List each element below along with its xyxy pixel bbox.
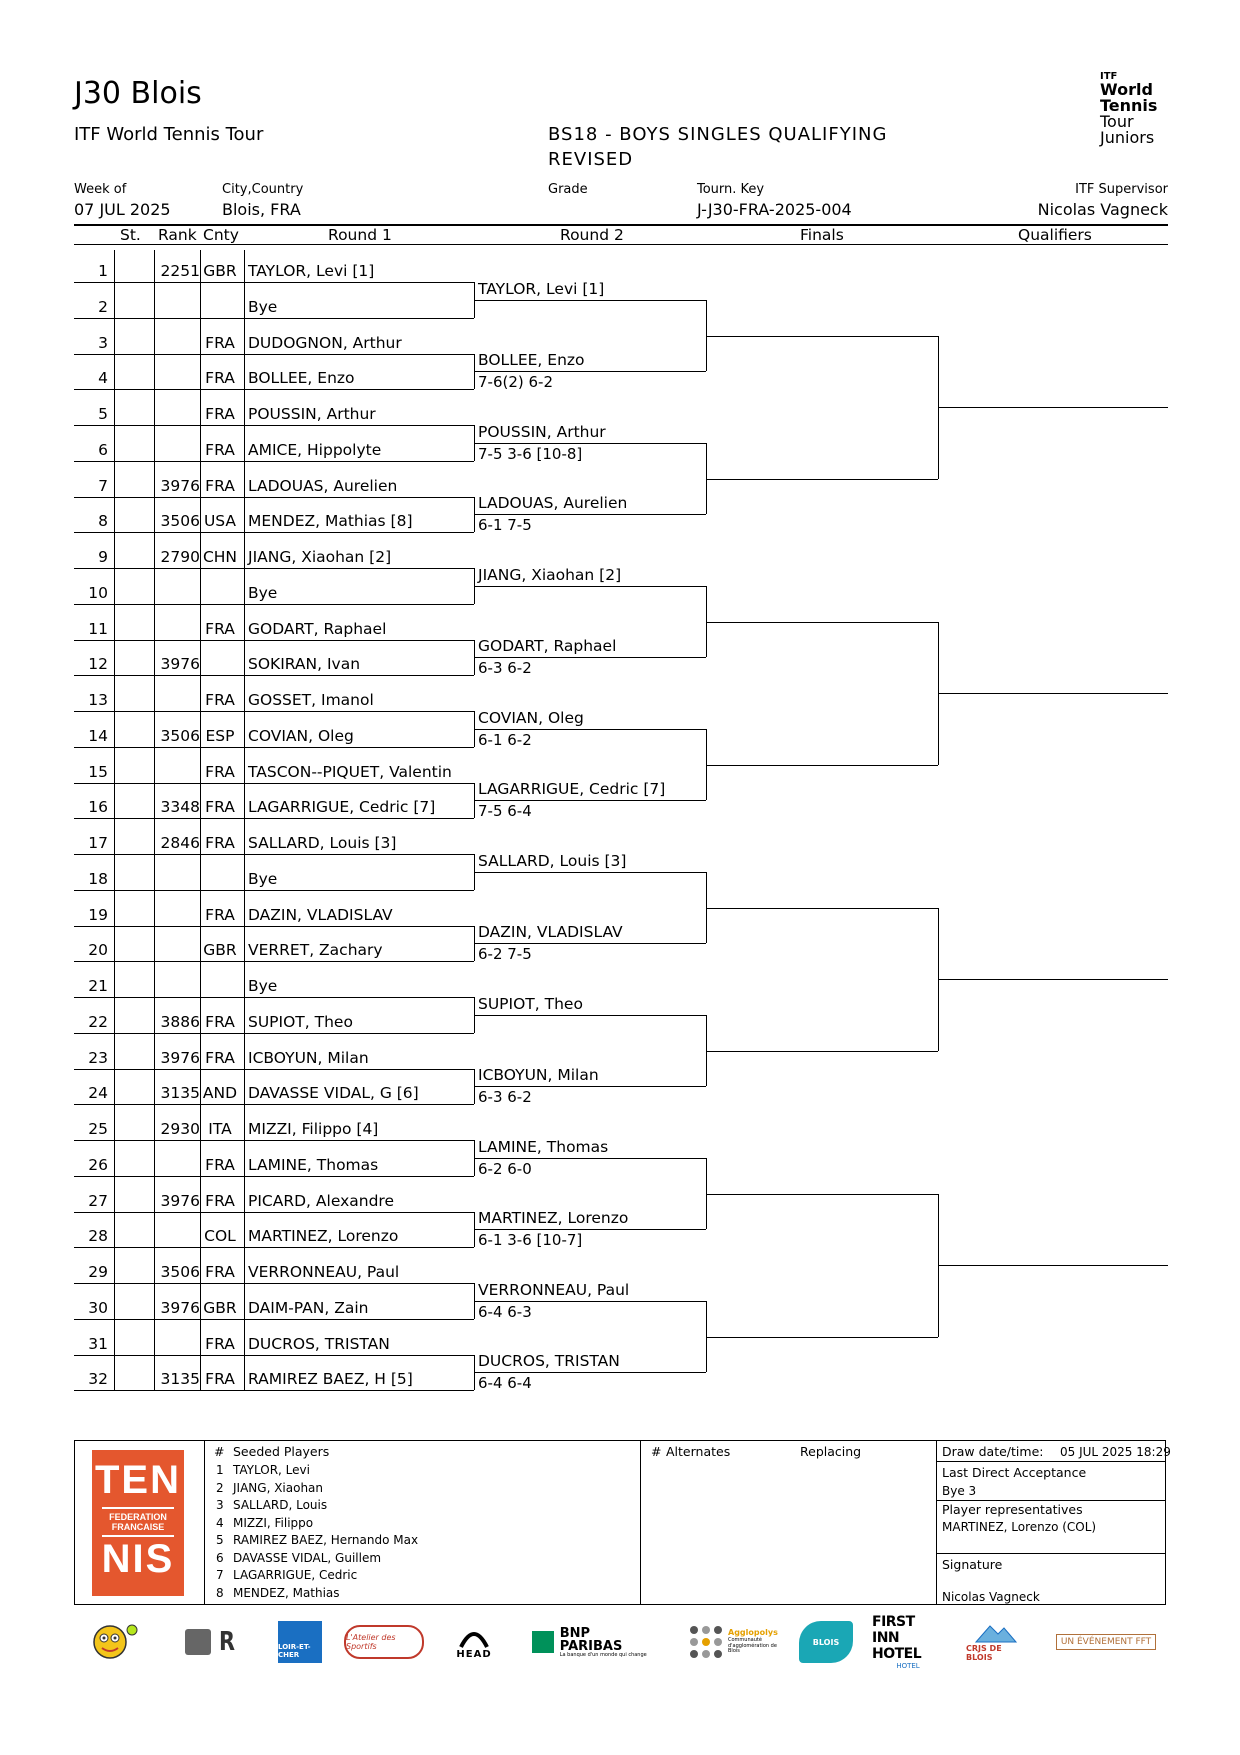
draw-row-line [74,747,474,748]
itf-logo-line: World [1100,80,1153,99]
final-line [706,336,938,337]
draw-row-line [74,282,474,283]
r2-line [474,872,706,873]
head-text: HEAD [456,1648,492,1660]
draw-country: FRA [205,1191,235,1210]
tourn-key-label: Tourn. Key [697,182,765,197]
info-rule [936,1461,1166,1462]
draw-rank: 3135 [160,1370,200,1389]
draw-number: 26 [88,1155,108,1174]
itf-logo-line: Tennis [1100,96,1158,115]
draw-row-line [74,1069,474,1070]
col-round2: Round 2 [560,226,624,244]
r2-winner: VERRONNEAU, Paul [478,1280,630,1299]
r2-score: 7-6(2) 6-2 [478,373,554,392]
qualifier-line [938,407,1168,408]
r2-line [474,1229,706,1230]
draw-number: 18 [88,869,108,888]
r2-score: 6-2 6-0 [478,1159,532,1178]
seed-player: LAGARRIGUE, Cedric [233,1568,358,1582]
loir-et-cher-logo [276,1620,324,1664]
seeded-hash: # [214,1444,225,1459]
draw-country: FRA [205,369,235,388]
col-finals: Finals [800,226,844,244]
r2-winner: COVIAN, Oleg [478,708,584,727]
draw-player: TASCON--PIQUET, Valentin [248,762,452,781]
r2-line [474,514,706,515]
seed-player: MIZZI, Filippo [233,1515,314,1530]
draw-country: FRA [205,691,235,709]
mascot-logo [80,1620,144,1664]
col-qualifiers: Qualifiers [1018,226,1092,244]
draw-row-line [74,1283,474,1284]
footer-divider [936,1440,937,1605]
draw-player: VERRONNEAU, Paul [248,1263,400,1281]
r2-winner: LAMINE, Thomas [478,1137,609,1156]
draw-column-divider [244,250,245,1390]
draw-row-line [74,1355,474,1356]
draw-player: MIZZI, Filippo [4] [248,1120,379,1138]
r2-line [474,1015,706,1016]
first-inn-text: FIRST INN HOTEL [872,1614,922,1662]
r2-score: 6-4 6-3 [478,1302,532,1321]
seed-player: TAYLOR, Levi [233,1463,310,1477]
r2-winner: DUCROS, TRISTAN [478,1352,620,1371]
draw-player: PICARD, Alexandre [248,1191,394,1210]
bnp-text: BNP PARIBAS [559,1625,623,1654]
draw-row-line [74,461,474,462]
draw-row-line [74,1176,474,1177]
supervisor-label: ITF Supervisor [1075,182,1168,197]
r2-winner: SUPIOT, Theo [478,994,583,1013]
draw-number: 27 [88,1191,108,1210]
draw-number: 21 [88,977,108,995]
draw-number: 12 [88,655,108,674]
draw-number: 4 [98,369,108,388]
draw-column-divider [114,250,115,1390]
draw-country: FRA [205,905,235,924]
draw-number: 25 [88,1120,108,1138]
fft-logo-rule [102,1507,174,1509]
atelier-logo [344,1620,424,1664]
alternates-hash: # [651,1444,662,1459]
draw-player: POUSSIN, Arthur [248,405,376,423]
draw-rank: 3976 [160,1298,200,1317]
draw-number: 32 [88,1370,108,1389]
supervisor-value: Nicolas Vagneck [1037,200,1168,219]
r2-score: 6-1 7-5 [478,516,532,535]
draw-row-line [74,783,474,784]
draw-number: 14 [88,726,108,745]
qualifier-line [938,693,1168,694]
draw-country: FRA [205,1334,235,1353]
draw-row-line [74,1140,474,1141]
draw-row-line [74,1319,474,1320]
draw-row-line [74,425,474,426]
r2-line [474,1086,706,1087]
city-label: City,Country [222,182,304,197]
col-rank: Rank [158,226,197,244]
r2-winner: MARTINEZ, Lorenzo [478,1209,629,1228]
draw-row-line [74,640,474,641]
draw-rank: 3135 [160,1084,200,1103]
r2-score: 6-3 6-2 [478,659,532,678]
col-round1: Round 1 [328,226,392,244]
fft-logo-text: FRANCAISE [111,1522,165,1532]
final-line [706,908,938,909]
r2-score: 7-5 6-4 [478,802,532,821]
draw-row-line [74,675,474,676]
head-logo [446,1620,502,1664]
r2-winner: LADOUAS, Aurelien [478,494,628,513]
draw-rank: 2790 [160,548,200,566]
draw-number: 10 [88,583,108,602]
blois-logo [796,1620,856,1664]
draw-number: 3 [98,333,108,352]
r2-line [474,443,706,444]
seed-player: RAMIREZ BAEZ, Hernando Max [233,1533,419,1547]
draw-number: 11 [88,619,108,638]
draw-country: USA [203,512,237,531]
tour-name: ITF World Tennis Tour [74,124,264,145]
bnp-star-icon [532,1631,554,1653]
r2-winner: SALLARD, Louis [3] [478,851,627,870]
crjs-text: CRJS DE BLOIS [966,1644,1002,1662]
final-line [706,622,938,623]
crjs-logo [966,1620,1026,1664]
draw-rank: 3886 [160,1012,200,1031]
draw-country: CHN [202,548,238,566]
r2-line [474,1372,706,1373]
itf-logo-line: ITF [1100,71,1118,82]
draw-row-line [74,354,474,355]
draw-number: 7 [98,476,108,495]
draw-country: FRA [205,1263,235,1281]
draw-number: 24 [88,1084,108,1103]
draw-country: FRA [205,333,235,352]
draw-number: 9 [98,548,108,566]
draw-row-line [74,1104,474,1105]
r2-winner: LAGARRIGUE, Cedric [7] [478,780,666,799]
blois-badge: BLOIS [799,1621,853,1663]
draw-country: FRA [205,405,235,423]
draw-country: FRA [205,762,235,781]
agglopolys-dots-icon [688,1624,724,1660]
seed-player: MENDEZ, Mathias [233,1585,340,1600]
draw-player: GOSSET, Imanol [248,691,374,709]
qualifier-line [938,979,1168,980]
draw-row-line [74,1247,474,1248]
bnp-tagline: La banque d'un monde qui change [559,1651,647,1658]
draw-number: 22 [88,1012,108,1031]
alternates-title: Alternates [666,1444,731,1459]
draw-row-line [74,318,474,319]
draw-country: FRA [205,1012,235,1031]
r2-score: 7-5 3-6 [10-8] [478,444,583,463]
draw-number: 2 [98,297,108,316]
week-of-value: 07 JUL 2025 [74,200,171,219]
r2-winner: ICBOYUN, Milan [478,1066,599,1085]
draw-country: GBR [203,941,237,960]
draw-number: 28 [88,1227,108,1246]
final-line [706,1194,938,1195]
r2-score: 6-4 6-4 [478,1374,532,1393]
rep-label: Player representatives [942,1502,1083,1517]
draw-player: DAZIN, VLADISLAV [248,905,393,924]
draw-country: FRA [205,440,235,459]
draw-row-line [74,854,474,855]
draw-number: 13 [88,691,108,709]
fft-logo [92,1450,184,1596]
draw-row-line [74,1033,474,1034]
col-st: St. [120,226,141,244]
draw-rank: 3506 [160,512,200,531]
draw-date-value: 05 JUL 2025 18:29 [1060,1445,1171,1459]
head-icon [457,1625,491,1649]
draw-rank: 3506 [160,726,200,745]
draw-row-line [74,997,474,998]
seed-number: 2 [216,1480,224,1495]
final-line [706,765,938,766]
draw-player: JIANG, Xiaohan [2] [248,548,392,566]
draw-number: 20 [88,941,108,960]
draw-country: GBR [203,1298,237,1317]
r2-line [474,1158,706,1159]
lda-label: Last Direct Acceptance [942,1465,1087,1480]
draw-player: SALLARD, Louis [3] [248,834,397,852]
draw-country: FRA [205,619,235,638]
draw-row-line [74,532,474,533]
draw-rank: 3976 [160,1191,200,1210]
renault-square-icon [185,1629,211,1655]
draw-rank: 3976 [160,655,200,674]
draw-number: 29 [88,1263,108,1281]
seed-player: JIANG, Xiaohan [233,1480,324,1495]
r2-winner: TAYLOR, Levi [1] [478,279,605,298]
event-subtitle: REVISED [548,149,634,170]
draw-player: Bye [248,869,278,888]
info-rule [936,1553,1166,1554]
r2-line [474,800,706,801]
final-line [706,479,938,480]
draw-player: TAYLOR, Levi [1] [248,262,375,280]
draw-player: LAMINE, Thomas [248,1155,379,1174]
draw-player: SUPIOT, Theo [248,1012,353,1031]
seed-number: 8 [216,1585,224,1600]
r2-score: 6-1 6-2 [478,730,532,749]
draw-country: COL [204,1227,236,1246]
draw-number: 23 [88,1048,108,1067]
r2-line [474,300,706,301]
draw-country: FRA [205,1048,235,1067]
draw-country: GBR [203,262,237,280]
draw-player: GODART, Raphael [248,619,387,638]
draw-player: AMICE, Hippolyte [248,440,382,459]
r2-winner: BOLLEE, Enzo [478,351,585,370]
fft-event-logo [1054,1620,1158,1664]
replacing-label: Replacing [800,1444,862,1459]
draw-date-label: Draw date/time: [942,1444,1044,1459]
draw-row-line [74,711,474,712]
crjs-mountain-icon [974,1622,1018,1644]
draw-player: DUCROS, TRISTAN [248,1334,390,1353]
fft-logo-text: FEDERATION [109,1512,167,1522]
seed-number: 5 [216,1533,224,1547]
r2-winner: POUSSIN, Arthur [478,422,606,441]
renault-logo [172,1620,250,1664]
draw-rank: 3976 [160,1048,200,1067]
seed-number: 4 [216,1515,224,1530]
qualifier-line [938,1265,1168,1266]
renault-diamond-icon: R [218,1627,236,1657]
r2-line [474,729,706,730]
draw-country: FRA [205,798,235,817]
seed-number: 6 [216,1550,224,1565]
agglopolys-sub: Communauté d'agglomération de Blois [728,1637,777,1655]
draw-rank: 2251 [160,262,200,280]
grade-label: Grade [548,182,588,197]
draw-row-line [74,389,474,390]
tourn-key-value: J-J30-FRA-2025-004 [697,200,852,219]
draw-country: ESP [205,726,235,745]
draw-number: 15 [88,762,108,781]
fft-logo-text: NIS [101,1537,175,1581]
rep-value: MARTINEZ, Lorenzo (COL) [942,1520,1097,1534]
draw-player: MENDEZ, Mathias [8] [248,512,413,531]
r2-line [474,586,706,587]
signature-label: Signature [942,1557,1003,1572]
draw-player: BOLLEE, Enzo [248,369,355,388]
draw-row-line [74,497,474,498]
r2-line [474,371,706,372]
r2-score: 6-2 7-5 [478,945,532,964]
draw-number: 8 [98,512,108,531]
agglopolys-text: Agglopolys [728,1628,778,1638]
r2-winner: GODART, Raphael [478,637,617,656]
draw-row-line [74,890,474,891]
draw-number: 31 [88,1334,108,1353]
draw-number: 6 [98,440,108,459]
draw-rank: 2846 [160,834,200,852]
footer-divider [204,1440,205,1605]
draw-country: FRA [205,834,235,852]
r2-line [474,1301,706,1302]
lda-value: Bye 3 [942,1484,977,1498]
week-of-label: Week of [74,182,127,197]
itf-logo [1100,72,1170,146]
first-inn-logo [872,1614,944,1670]
draw-player: DAVASSE VIDAL, G [6] [248,1084,419,1103]
draw-country: FRA [205,1155,235,1174]
draw-player: ICBOYUN, Milan [248,1048,369,1067]
draw-country: AND [202,1084,238,1103]
fft-logo-text: TEN [95,1458,181,1502]
draw-row-line [74,604,474,605]
draw-number: 16 [88,798,108,817]
r2-score: 6-1 3-6 [10-7] [478,1231,583,1250]
final-line [706,1337,938,1338]
city-value: Blois, FRA [222,200,301,219]
info-rule [936,1500,1166,1501]
draw-player: LADOUAS, Aurelien [248,476,398,495]
r2-score: 6-3 6-2 [478,1088,532,1107]
draw-rank: 3506 [160,1263,200,1281]
draw-row-line [74,926,474,927]
atelier-badge: L'Atelier des Sportifs [344,1625,424,1659]
seed-number: 3 [216,1498,224,1512]
seed-number: 1 [216,1463,224,1477]
draw-rank: 2930 [160,1120,200,1138]
footer-divider [640,1440,641,1605]
draw-country: FRA [205,476,235,495]
agglopolys-logo [688,1620,782,1664]
draw-number: 30 [88,1298,108,1317]
loir-et-cher-badge: LOIR-ET-CHER [278,1621,322,1663]
draw-rank: 3348 [160,798,200,817]
r2-winner: DAZIN, VLADISLAV [478,923,623,942]
draw-player: VERRET, Zachary [248,941,383,960]
draw-player: DAIM-PAN, Zain [248,1298,369,1317]
mascot-icon [82,1620,142,1664]
draw-player: RAMIREZ BAEZ, H [5] [248,1370,413,1389]
draw-column-divider [200,250,201,1390]
draw-row-line [74,1212,474,1213]
seed-player: DAVASSE VIDAL, Guillem [233,1550,382,1565]
draw-player: LAGARRIGUE, Cedric [7] [248,798,436,817]
r2-line [474,943,706,944]
draw-row-line [74,568,474,569]
draw-player: COVIAN, Oleg [248,726,354,745]
draw-number: 1 [98,262,108,280]
draw-number: 19 [88,905,108,924]
r2-line [474,657,706,658]
fft-event-text: UN ÉVÉNEMENT FFT [1056,1634,1156,1650]
first-inn-sub: HOTEL [896,1662,920,1670]
draw-number: 17 [88,834,108,852]
itf-logo-line: Juniors [1100,128,1155,147]
draw-rank: 3976 [160,476,200,495]
draw-country: FRA [205,1370,235,1389]
draw-country: ITA [208,1120,232,1138]
draw-column-divider [154,250,155,1390]
seed-number: 7 [216,1568,224,1582]
draw-row-line [74,1390,474,1391]
draw-number: 5 [98,405,108,423]
seed-player: SALLARD, Louis [233,1498,328,1512]
r2-winner: JIANG, Xiaohan [2] [478,565,622,584]
draw-player: Bye [248,583,278,602]
column-header-rule [74,244,1168,245]
draw-player: MARTINEZ, Lorenzo [248,1227,399,1246]
draw-player: Bye [248,297,278,316]
itf-logo-line: Tour [1100,112,1134,131]
draw-player: Bye [248,977,278,995]
event-title: BS18 - BOYS SINGLES QUALIFYING [548,124,888,145]
signature-value: Nicolas Vagneck [942,1590,1040,1604]
seeded-title: Seeded Players [233,1444,330,1459]
tournament-title: J30 Blois [74,76,202,111]
final-line [706,1051,938,1052]
draw-row-line [74,961,474,962]
draw-player: SOKIRAN, Ivan [248,655,361,674]
col-cnty: Cnty [203,226,239,244]
draw-row-line [74,818,474,819]
draw-player: DUDOGNON, Arthur [248,333,402,352]
bnp-logo [532,1620,656,1664]
